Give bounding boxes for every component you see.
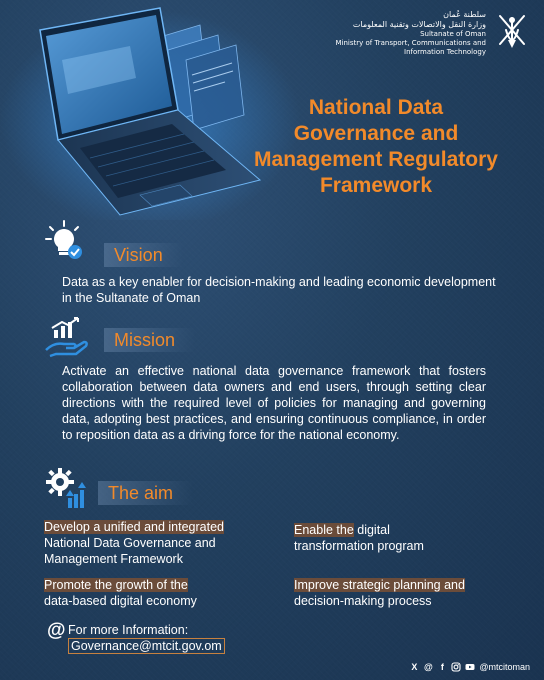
vision-text: Data as a key enabler for decision-making and leading economic development in the Sultanate of Oman — [62, 275, 496, 305]
mission-text: Activate an effective national data governance framework that fosters collaboration between data owners and end users, through setting clear directions with the required level of policies for managing and governing data, adopting best practices, and ensuring continuous compliance, in order to reposition data as a driving force for the national economy. — [62, 364, 486, 442]
social-handle[interactable]: @mtcitoman — [479, 662, 530, 672]
aim-item-1: Develop a unified and integrated National Data Governance and Management Framework — [44, 520, 224, 566]
aim-heading: The aim — [98, 481, 193, 505]
youtube-icon[interactable] — [465, 662, 475, 672]
threads-icon[interactable]: @ — [423, 662, 433, 672]
aim-item-3: Promote the growth of the data-based digital economy — [44, 578, 197, 608]
oman-emblem-icon — [492, 10, 532, 52]
english-country: Sultanate of Oman — [420, 30, 486, 38]
vision-heading: Vision — [104, 243, 183, 267]
gear-arrows-icon — [44, 466, 90, 510]
english-ministry-1: Ministry of Transport, Communications and — [335, 39, 486, 47]
english-ministry-2: Information Technology — [404, 48, 486, 56]
lightbulb-icon — [44, 219, 88, 263]
growth-chart-hand-icon — [44, 316, 90, 358]
aim-item-2: Enable the digital transformation program — [294, 523, 424, 553]
ministry-header — [274, 10, 534, 62]
instagram-icon[interactable] — [451, 662, 461, 672]
contact-email-link[interactable]: Governance@mtcit.gov.om — [68, 638, 225, 654]
ministry-text — [336, 10, 487, 57]
contact-label: For more Information: — [68, 623, 189, 637]
aim-item-4: Improve strategic planning and decision-making process — [294, 578, 465, 608]
facebook-icon[interactable]: f — [440, 662, 444, 672]
arabic-country: سلطنة عُمان — [443, 10, 486, 19]
mission-heading: Mission — [104, 328, 195, 352]
social-bar — [409, 660, 530, 674]
x-icon[interactable]: X — [411, 662, 418, 672]
arabic-ministry: وزارة النقل والاتصالات وتقنية المعلومات — [352, 20, 486, 29]
page-title: National Data Governance and Management Regulatory Framework — [254, 96, 498, 197]
at-sign-icon: @ — [47, 620, 66, 641]
